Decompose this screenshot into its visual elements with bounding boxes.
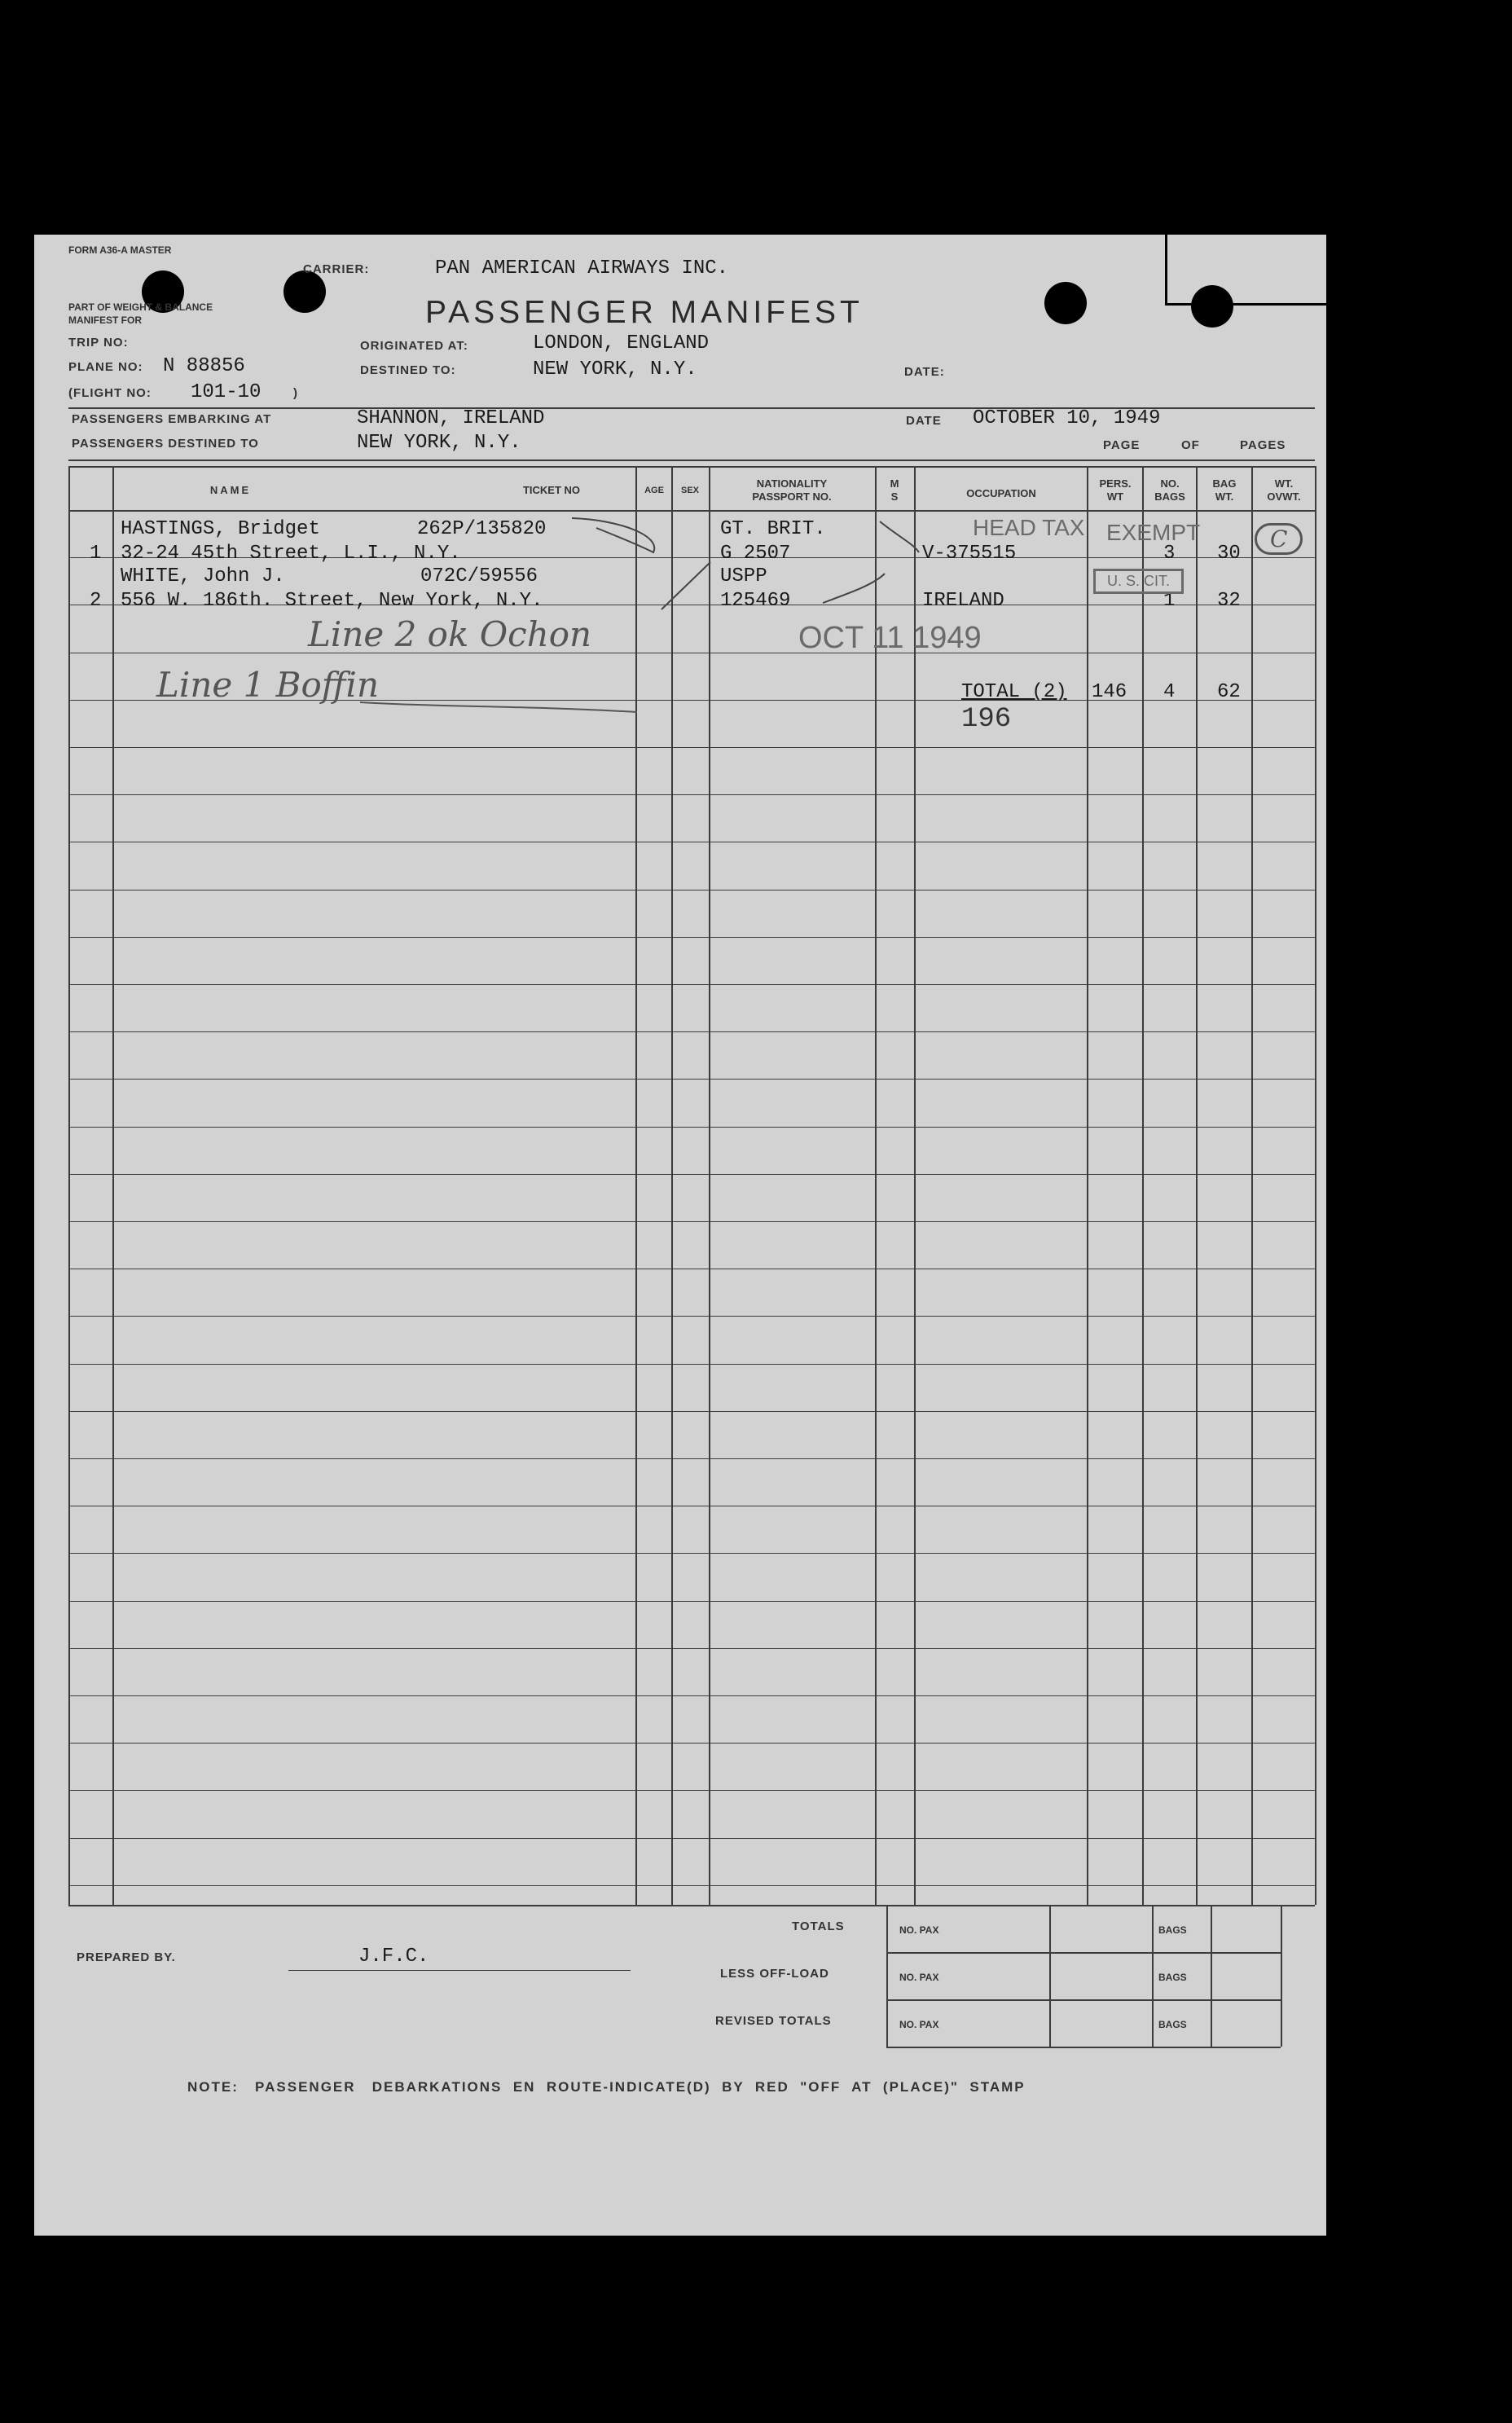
col-overweight-line1: WT.	[1274, 477, 1294, 490]
page-title: PASSENGER MANIFEST	[425, 295, 864, 330]
col-pers-wt-line2: WT	[1106, 490, 1124, 503]
bags-label: BAGS	[1158, 1924, 1187, 1936]
row-rule	[68, 1316, 1315, 1317]
ticket-no: 262P/135820	[417, 518, 547, 540]
row-rule	[68, 1790, 1315, 1791]
row-rule	[68, 1458, 1315, 1459]
no-pax-label: NO. PAX	[899, 1924, 939, 1936]
dest-to: NEW YORK, N.Y.	[357, 432, 521, 454]
page-label: PAGE	[1103, 438, 1141, 452]
totals-label: TOTALS	[792, 1919, 845, 1933]
bags-count: 3	[1163, 543, 1176, 565]
head-tax-stamp: HEAD TAX	[973, 515, 1085, 540]
row-number: 1	[90, 543, 102, 565]
handwritten-note: Line 2 ok Ochon	[308, 614, 592, 654]
passenger-name: WHITE, John J.	[121, 565, 285, 587]
row-rule	[68, 1364, 1315, 1365]
row-number: 2	[90, 590, 102, 612]
plane-no: N 88856	[163, 355, 245, 377]
nationality: GT. BRIT.	[720, 518, 826, 540]
part-of-label: PART OF WEIGHT & BALANCE	[68, 301, 213, 313]
occupation: IRELAND	[922, 590, 1004, 612]
pen-marks	[34, 235, 1326, 805]
col-ticket: TICKET NO	[522, 484, 581, 496]
bag-weight: 30	[1217, 543, 1241, 565]
row-rule	[68, 1174, 1315, 1175]
col-bag-wt-line2: WT.	[1215, 490, 1234, 503]
flight-no: 101-10	[191, 381, 262, 403]
pages-label: PAGES	[1240, 438, 1286, 452]
embarking-label: PASSENGERS EMBARKING AT	[72, 412, 272, 426]
originated-label: ORIGINATED AT:	[360, 339, 468, 353]
date2-label: DATE	[906, 414, 942, 428]
bags-label: BAGS	[1158, 2019, 1187, 2030]
totals-box-rule	[886, 1905, 888, 2047]
embarking: SHANNON, IRELAND	[357, 407, 545, 429]
originated: LONDON, ENGLAND	[533, 332, 710, 354]
col-pers-wt-line1: PERS.	[1099, 477, 1132, 490]
row-rule	[68, 1838, 1315, 1839]
ticket-no: 072C/59556	[420, 565, 538, 587]
total-bags: 4	[1163, 681, 1176, 703]
dest-to-label: PASSENGERS DESTINED TO	[72, 437, 259, 451]
no-pax-label: NO. PAX	[899, 2019, 939, 2030]
flight-no-close: )	[293, 386, 298, 400]
occupation: V-375515	[922, 543, 1017, 565]
no-pax-label: NO. PAX	[899, 1972, 939, 1983]
received-date-stamp: OCT 11 1949	[798, 621, 982, 655]
manifest-page	[34, 235, 1326, 2236]
col-name: NAME	[209, 484, 252, 496]
row-rule	[68, 1743, 1315, 1744]
col-nationality-line2: PASSPORT NO.	[752, 490, 832, 503]
col-nationality-line1: NATIONALITY	[756, 477, 828, 490]
col-bags-line2: BAGS	[1154, 490, 1185, 503]
trip-no-label: TRIP NO:	[68, 336, 129, 350]
row-rule	[68, 1695, 1315, 1696]
row-rule	[68, 1221, 1315, 1222]
row-rule	[68, 1411, 1315, 1412]
totals-box-rule	[886, 1999, 1281, 2001]
passport-no: 125469	[720, 590, 791, 612]
col-bags-line1: NO.	[1160, 477, 1180, 490]
col-marital-line1: M	[890, 477, 899, 490]
total-pers-wt: 146	[1092, 681, 1127, 703]
total-overwritten: 196	[961, 704, 1012, 735]
total-bag-wt: 62	[1217, 681, 1241, 703]
manifest-for-label: MANIFEST FOR	[68, 314, 142, 326]
totals-box-rule	[886, 2047, 1281, 2048]
prepared-by: J.F.C.	[358, 1946, 429, 1968]
row-rule	[68, 1127, 1315, 1128]
prepared-by-label: PREPARED BY.	[77, 1950, 176, 1964]
bags-label: BAGS	[1158, 1972, 1187, 1983]
handwritten-note: Line 1 Boffin	[156, 665, 380, 705]
row-rule	[68, 1079, 1315, 1080]
signature-line	[288, 1970, 631, 1971]
col-occupation: OCCUPATION	[966, 487, 1036, 499]
circle-mark: C	[1255, 523, 1303, 555]
flight-no-label: (FLIGHT NO:	[68, 386, 152, 400]
carrier-label: CARRIER:	[303, 262, 370, 276]
date-label: DATE:	[904, 365, 945, 379]
us-citizen-stamp: U. S. CIT.	[1093, 569, 1184, 594]
destined: NEW YORK, N.Y.	[533, 358, 697, 380]
revised-totals-label: REVISED TOTALS	[715, 2014, 832, 2028]
less-offload-label: LESS OFF-LOAD	[720, 1967, 829, 1981]
carrier: PAN AMERICAN AIRWAYS INC.	[435, 257, 729, 279]
row-rule	[68, 1553, 1315, 1554]
plane-no-label: PLANE NO:	[68, 360, 143, 374]
row-rule	[68, 1601, 1315, 1602]
destined-label: DESTINED TO:	[360, 363, 456, 377]
totals-box-rule	[1152, 1905, 1154, 2047]
exempt-stamp: EXEMPT	[1106, 520, 1201, 545]
bag-weight: 32	[1217, 590, 1241, 612]
passenger-name: HASTINGS, Bridget	[121, 518, 320, 540]
date2: OCTOBER 10, 1949	[973, 407, 1161, 429]
col-overweight-line2: OVWT.	[1267, 490, 1301, 503]
totals-box-rule	[1281, 1905, 1282, 2047]
passenger-address: 556 W. 186th. Street, New York, N.Y.	[121, 590, 543, 612]
totals-box-rule	[886, 1905, 1281, 1906]
col-age: AGE	[644, 486, 664, 495]
row-rule	[68, 984, 1315, 985]
bags-count: 1	[1163, 590, 1176, 612]
totals-box-rule	[1211, 1905, 1212, 2047]
row-rule	[68, 937, 1315, 938]
total-label: TOTAL (2)	[961, 681, 1067, 703]
col-marital-line2: S	[890, 490, 899, 503]
row-rule	[68, 1885, 1315, 1886]
nationality: USPP	[720, 565, 767, 587]
totals-box-rule	[886, 1952, 1281, 1954]
col-bag-wt-line1: BAG	[1212, 477, 1237, 490]
col-sex: SEX	[680, 486, 699, 495]
form-number: FORM A36-A MASTER	[68, 244, 172, 256]
totals-box-rule	[1049, 1905, 1051, 2047]
row-rule	[68, 1031, 1315, 1032]
passport-no: G 2507	[720, 543, 791, 565]
passenger-address: 32-24 45th Street, L.I., N.Y.	[121, 543, 461, 565]
row-rule	[68, 1648, 1315, 1649]
note: NOTE: PASSENGER DEBARKATIONS EN ROUTE-INDICATE(D) BY RED "OFF AT (PLACE)" STAMP	[187, 2079, 1026, 2095]
of-label: OF	[1181, 438, 1200, 452]
